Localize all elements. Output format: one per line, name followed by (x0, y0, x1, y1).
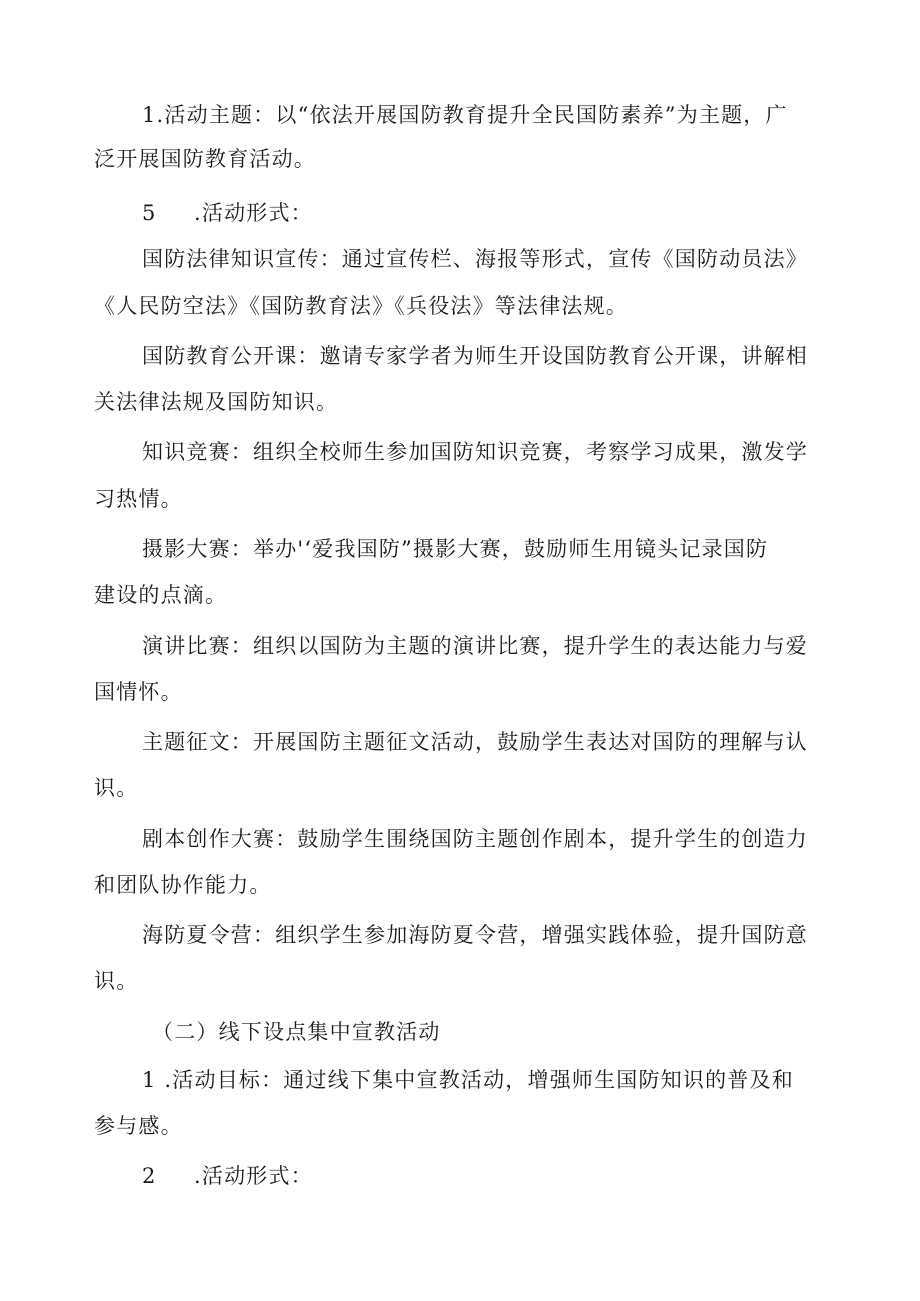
para8-line1: 海防夏令营：组织学生参加海防夏令营，增强实践体验，提升国防意 (142, 923, 808, 947)
item2-heading (142, 1162, 313, 1190)
para4-line1: 摄影大赛：举办'‘爱我国防”摄影大赛，鼓励师生用镜头记录国防 (142, 537, 769, 561)
para2-line1: 国防教育公开课：邀请专家学者为师生开设国防教育公开课，讲解相 (142, 344, 808, 368)
item5-label: .活动形式： (194, 201, 313, 225)
para1-line2: 《人民防空法》《国防教育法》《兵役法》等法律法规。 (94, 294, 628, 318)
item1-line1: 1.活动主题：以“依法开展国防教育提升全民国防素养”为主题，广 (142, 103, 788, 127)
para5-line2: 国情怀。 (94, 680, 183, 704)
para7-line2: 和团队协作能力。 (94, 873, 272, 897)
para5-line1: 演讲比赛：组织以国防为主题的演讲比赛，提升学生的表达能力与爱 (142, 634, 808, 658)
para7-line1: 剧本创作大赛：鼓励学生围绕国防主题创作剧本，提升学生的创造力 (142, 827, 808, 851)
para2-line2: 关法律法规及国防知识。 (94, 390, 339, 414)
para3-line2: 习热情。 (94, 487, 183, 511)
item5-number: 5 (142, 201, 157, 225)
item2-label: .活动形式： (194, 1164, 313, 1188)
para4-line2: 建设的点滴。 (94, 583, 228, 607)
item5-heading (142, 199, 313, 227)
para6-line2: 识。 (94, 776, 139, 800)
section2-heading: （二）线下设点集中宣教活动 (152, 1020, 441, 1044)
item1-line2: 泛开展国防教育活动。 (94, 147, 316, 171)
para6-line1: 主题征文：开展国防主题征文活动，鼓励学生表达对国防的理解与认 (142, 730, 808, 754)
item1b-line1: 1 .活动目标：通过线下集中宣教活动，增强师生国防知识的普及和 (142, 1068, 794, 1092)
item1b-line2: 参与感。 (94, 1114, 183, 1138)
para8-line2: 识。 (94, 969, 139, 993)
item2-number: 2 (142, 1164, 157, 1188)
para3-line1: 知识竞赛：组织全校师生参加国防知识竞赛，考察学习成果，激发学 (142, 440, 808, 464)
para1-line1: 国防法律知识宣传：通过宣传栏、海报等形式，宣传《国防动员法》 (142, 247, 808, 271)
